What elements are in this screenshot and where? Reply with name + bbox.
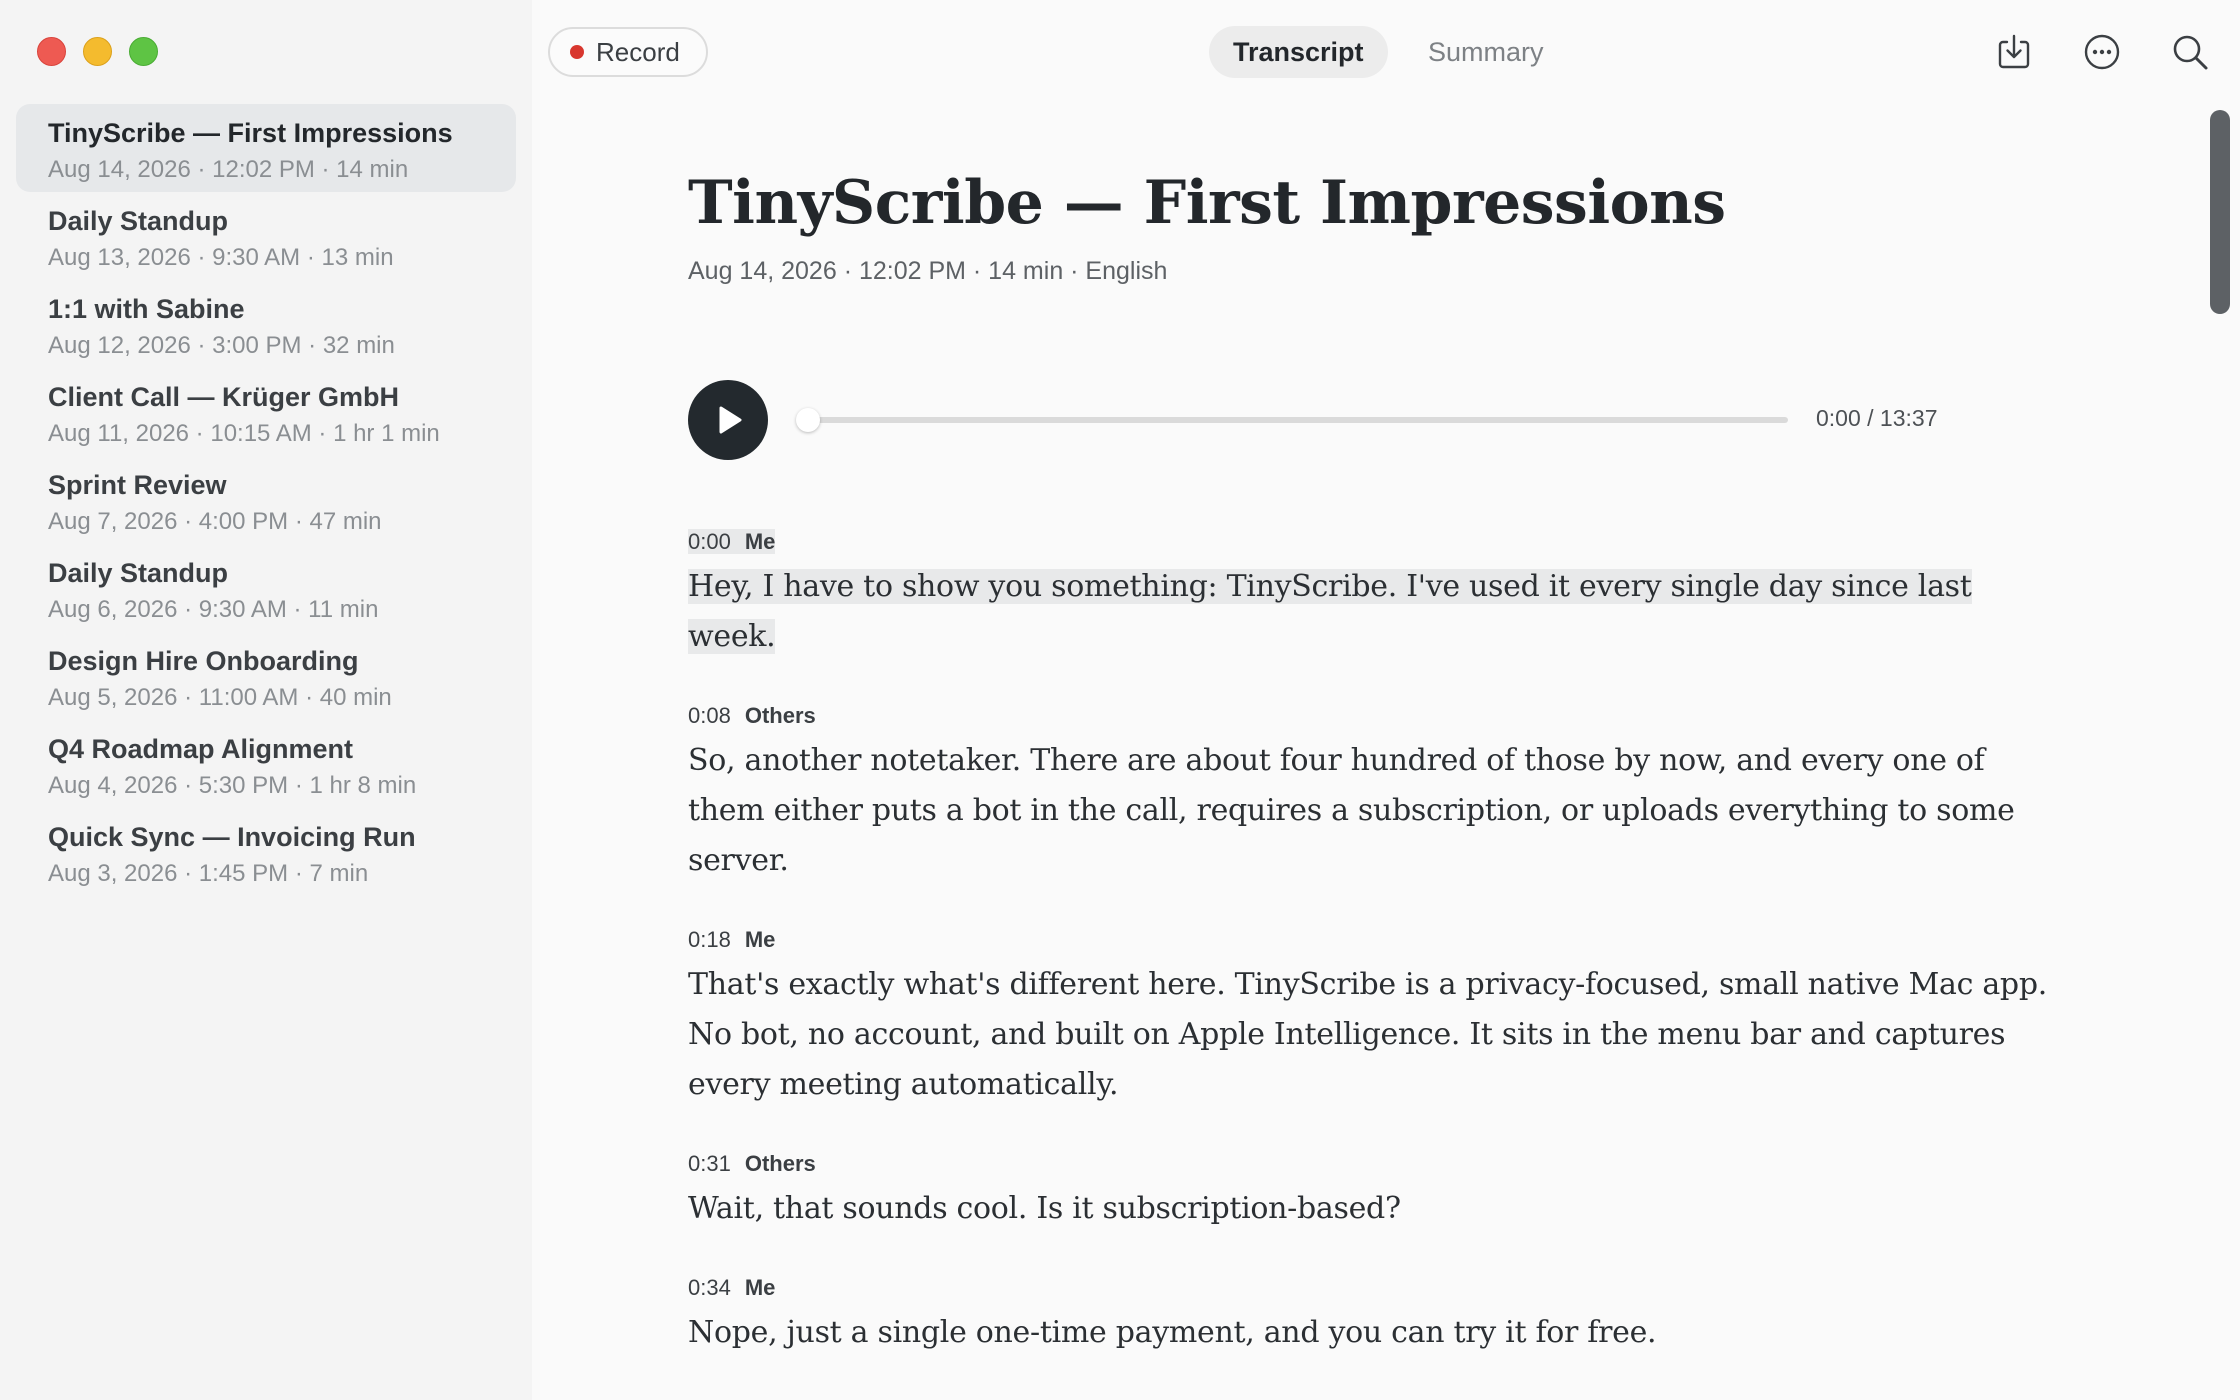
entry-header <box>688 522 2048 562</box>
meeting-title: Quick Sync — Invoicing Run <box>48 822 416 852</box>
meeting-title: TinyScribe — First Impressions <box>48 118 453 148</box>
entry-text: Nope, just a single one-time payment, and you can try it for free. <box>688 1315 1657 1350</box>
meeting-subtitle: Aug 5, 2026 · 11:00 AM · 40 min <box>48 684 392 711</box>
entry-speaker: Others <box>744 1151 816 1176</box>
entry-text: So, another notetaker. There are about four hundred of those by now, and every one of them either puts a bot in the call, requires a subscription, or uploads everything to some server. <box>688 743 2015 878</box>
zoom-window-button[interactable] <box>129 37 158 66</box>
entry-speaker: Me <box>744 1275 776 1300</box>
transcript-entry[interactable] <box>688 1268 2048 1358</box>
meeting-title: Daily Standup <box>48 206 229 236</box>
entry-timestamp[interactable]: 0:34 <box>688 1275 731 1300</box>
record-label: Record <box>596 36 680 67</box>
meeting-subtitle: Aug 12, 2026 · 3:00 PM · 32 min <box>48 332 395 359</box>
transcript-entry[interactable] <box>688 1144 2048 1234</box>
meeting-subtitle: Aug 7, 2026 · 4:00 PM · 47 min <box>48 508 382 535</box>
entry-header <box>688 696 2048 736</box>
meeting-item[interactable] <box>16 280 516 368</box>
meeting-title: Sprint Review <box>48 470 227 500</box>
meeting-subtitle: Aug 4, 2026 · 5:30 PM · 1 hr 8 min <box>48 772 417 799</box>
entry-text: Wait, that sounds cool. Is it subscription-based? <box>688 1191 1401 1226</box>
record-dot-icon <box>570 45 584 59</box>
meeting-subtitle: Aug 13, 2026 · 9:30 AM · 13 min <box>48 244 394 271</box>
meeting-subtitle: Aug 6, 2026 · 9:30 AM · 11 min <box>48 596 379 623</box>
entry-text: That's exactly what's different here. TinyScribe is a privacy-focused, small native Mac app. No bot, no account, and built on Apple Intelligence. It sits in the menu bar and captures every meeting automatically. <box>688 967 2047 1102</box>
meeting-title: Design Hire Onboarding <box>48 646 359 676</box>
tab-transcript[interactable]: Transcript <box>1209 26 1388 78</box>
time-readout: 0:00 / 13:37 <box>1816 405 1938 431</box>
meeting-subtitle: Aug 3, 2026 · 1:45 PM · 7 min <box>48 860 369 887</box>
entry-text <box>688 562 2048 662</box>
meeting-item[interactable] <box>16 720 516 808</box>
entry-timestamp[interactable]: 0:00 <box>688 529 731 554</box>
meeting-item[interactable] <box>16 104 516 192</box>
tab-summary[interactable]: Summary <box>1428 37 1544 67</box>
transcript-entry[interactable] <box>688 696 2048 886</box>
close-window-button[interactable] <box>37 37 66 66</box>
entry-timestamp[interactable]: 0:31 <box>688 1151 731 1176</box>
entry-timestamp[interactable]: 0:08 <box>688 703 731 728</box>
scrubber-handle[interactable] <box>796 408 820 432</box>
meeting-title: Q4 Roadmap Alignment <box>48 734 354 764</box>
search-icon[interactable] <box>2170 32 2210 72</box>
meeting-item[interactable] <box>16 632 516 720</box>
entry-speaker: Me <box>744 927 776 952</box>
download-icon[interactable] <box>1994 32 2034 72</box>
entry-header <box>688 920 2048 960</box>
minimize-window-button[interactable] <box>83 37 112 66</box>
sidebar <box>0 0 532 1400</box>
record-button[interactable] <box>548 27 708 77</box>
playback-scrubber[interactable] <box>798 417 1788 423</box>
meeting-item[interactable] <box>16 456 516 544</box>
entry-header <box>688 1144 2048 1184</box>
transcript <box>688 522 2048 1392</box>
transcript-entry[interactable] <box>688 522 2048 662</box>
meeting-item[interactable] <box>16 192 516 280</box>
entry-speaker: Others <box>744 703 816 728</box>
recording-meta: Aug 14, 2026 · 12:02 PM · 14 min · English <box>688 257 1168 285</box>
transcript-entry[interactable] <box>688 920 2048 1110</box>
meeting-item[interactable] <box>16 808 516 896</box>
meeting-list <box>16 104 516 896</box>
entry-header <box>688 1268 2048 1308</box>
meeting-subtitle: Aug 11, 2026 · 10:15 AM · 1 hr 1 min <box>48 420 440 447</box>
scrollbar-thumb[interactable] <box>2210 110 2230 314</box>
audio-player <box>688 380 2048 460</box>
page-title: TinyScribe — First Impressions <box>688 168 1726 238</box>
play-icon <box>688 380 768 460</box>
entry-text-content: Hey, I have to show you something: TinyScribe. I've used it every single day since last week. <box>688 569 1972 654</box>
entry-speaker: Me <box>744 529 776 554</box>
meeting-title: Client Call — Krüger GmbH <box>48 382 400 412</box>
meeting-title: 1:1 with Sabine <box>48 294 245 324</box>
meeting-item[interactable] <box>16 368 516 456</box>
meeting-item[interactable] <box>16 544 516 632</box>
meeting-subtitle: Aug 14, 2026 · 12:02 PM · 14 min <box>48 156 409 183</box>
play-button[interactable] <box>688 380 768 460</box>
entry-timestamp[interactable]: 0:18 <box>688 927 731 952</box>
meeting-title: Daily Standup <box>48 558 229 588</box>
more-icon[interactable] <box>2082 32 2122 72</box>
